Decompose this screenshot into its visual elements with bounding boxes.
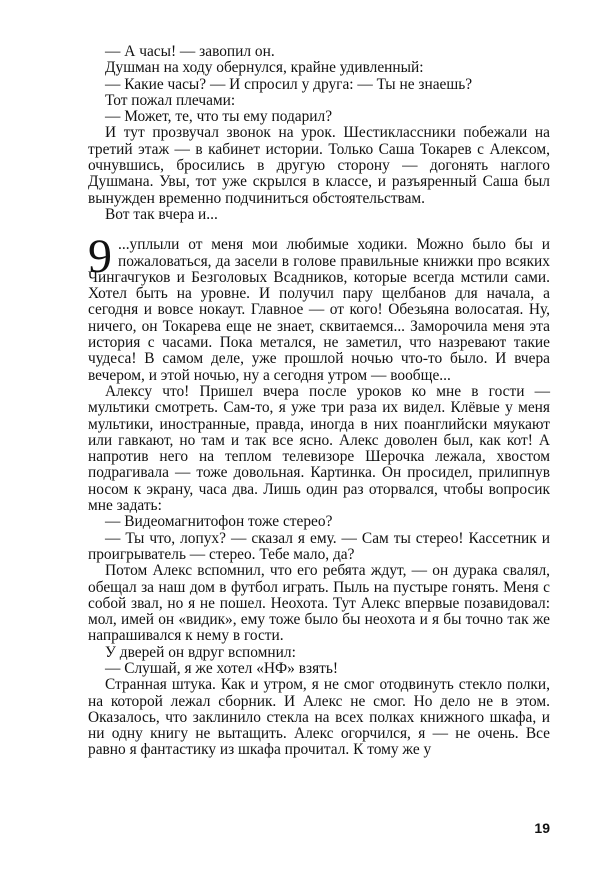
- chapter-opening-text: ...уплыли от меня мои любимые ходики. Можно было бы и пожаловаться, да засели в голове правильные книжки про всяких Чингачгуков и Безголовых Всадников, которые всегда мстили сами. Хотел быть на уровне. И получил пару щелбанов для начала, а сегодня и вовсе нокаут. Главное — от кого! Обезьяна волосатая. Ну, ничего, он Токарева еще не знает, сквитаемся... Заморочила меня эта история с часами. Пока метался, не заметил, что назревают такие чудеса! В самом деле, уже прошлой ночью что-то было. И вчера вечером, и этой ночью, ну а сегодня утром — вообще...: [88, 236, 550, 384]
- paragraph: Вот так вчера и...: [105, 205, 218, 223]
- paragraph: Тот пожал плечами:: [105, 91, 236, 109]
- paragraph: Странная штука. Как и утром, я не смог отодвинуть стекло полки, на которой лежал сборник. И Алекс не смог. Но дело не в этом. Оказалось, что заклинило стекла на всех полках книжного шкафа, и ни одну книгу не вытащить. Алекс огорчился, я — не очень. Все равно я фантастику из шкафа прочитал. К тому же у: [88, 676, 550, 759]
- paragraph: — Видеомагнитофон тоже стерео?: [105, 513, 333, 531]
- paragraph: — Какие часы? — И спросил у друга: — Ты не знаешь?: [105, 75, 473, 93]
- chapter-number: 9: [88, 230, 112, 284]
- paragraph: — Может, те, что ты ему подарил?: [105, 108, 333, 126]
- page-number: 19: [534, 820, 550, 836]
- chapter-opening-paragraph: [88, 230, 550, 384]
- paragraph: — Слушай, я же хотел «НФ» взять!: [105, 659, 339, 677]
- paragraph: И тут прозвучал звонок на урок. Шестиклассники побежали на третий этаж — в кабинет истории. Только Саша Токарев с Алексом, очнувшись, бросились в другую сторону — догонять наглого Душмана. Увы, тот уже скрылся в классе, и разъяренный Саша был вынужден временно подчиниться обстоятельствам.: [88, 124, 550, 207]
- paragraph: — А часы! — завопил он.: [105, 43, 275, 60]
- paragraph: — Ты что, лопух? — сказал я ему. — Сам ты стерео! Кассетник и проигрыватель — стерео. Тебе мало, да?: [88, 529, 550, 563]
- paragraph: Потом Алекс вспомнил, что его ребята ждут, — он дурака свалял, обещал за наш дом в футбол играть. Пыль на пустыре гонять. Меня с собой звал, но я не пошел. Неохота. Тут Алекс впервые позавидовал: мол, имей он «видик», ему тоже было бы неохота и я бы точно так же напрашивался к нему в гости.: [88, 562, 550, 645]
- paragraph: Душман на ходу обернулся, крайне удивленный:: [105, 59, 424, 77]
- text-block-top: [88, 44, 550, 223]
- chapter-section: [88, 230, 550, 759]
- paragraph: Алексу что! Пришел вчера после уроков ко мне в гости — мультики смотреть. Сам-то, я уже три раза их видел. Клёвые у меня мультики, иностранные, правда, иногда в них поанглийски мяукают или гавкают, но там и так все ясно. Алекс доволен был, как кот! А напротив него на теплом телевизоре Шерочка лежала, хвостом подрагивала — тоже довольная. Картинка. Он просидел, прилипнув носом к экрану, часа два. Лишь один раз оторвался, чтобы вопросик мне задать:: [88, 382, 550, 515]
- paragraph: У дверей он вдруг вспомнил:: [105, 643, 296, 661]
